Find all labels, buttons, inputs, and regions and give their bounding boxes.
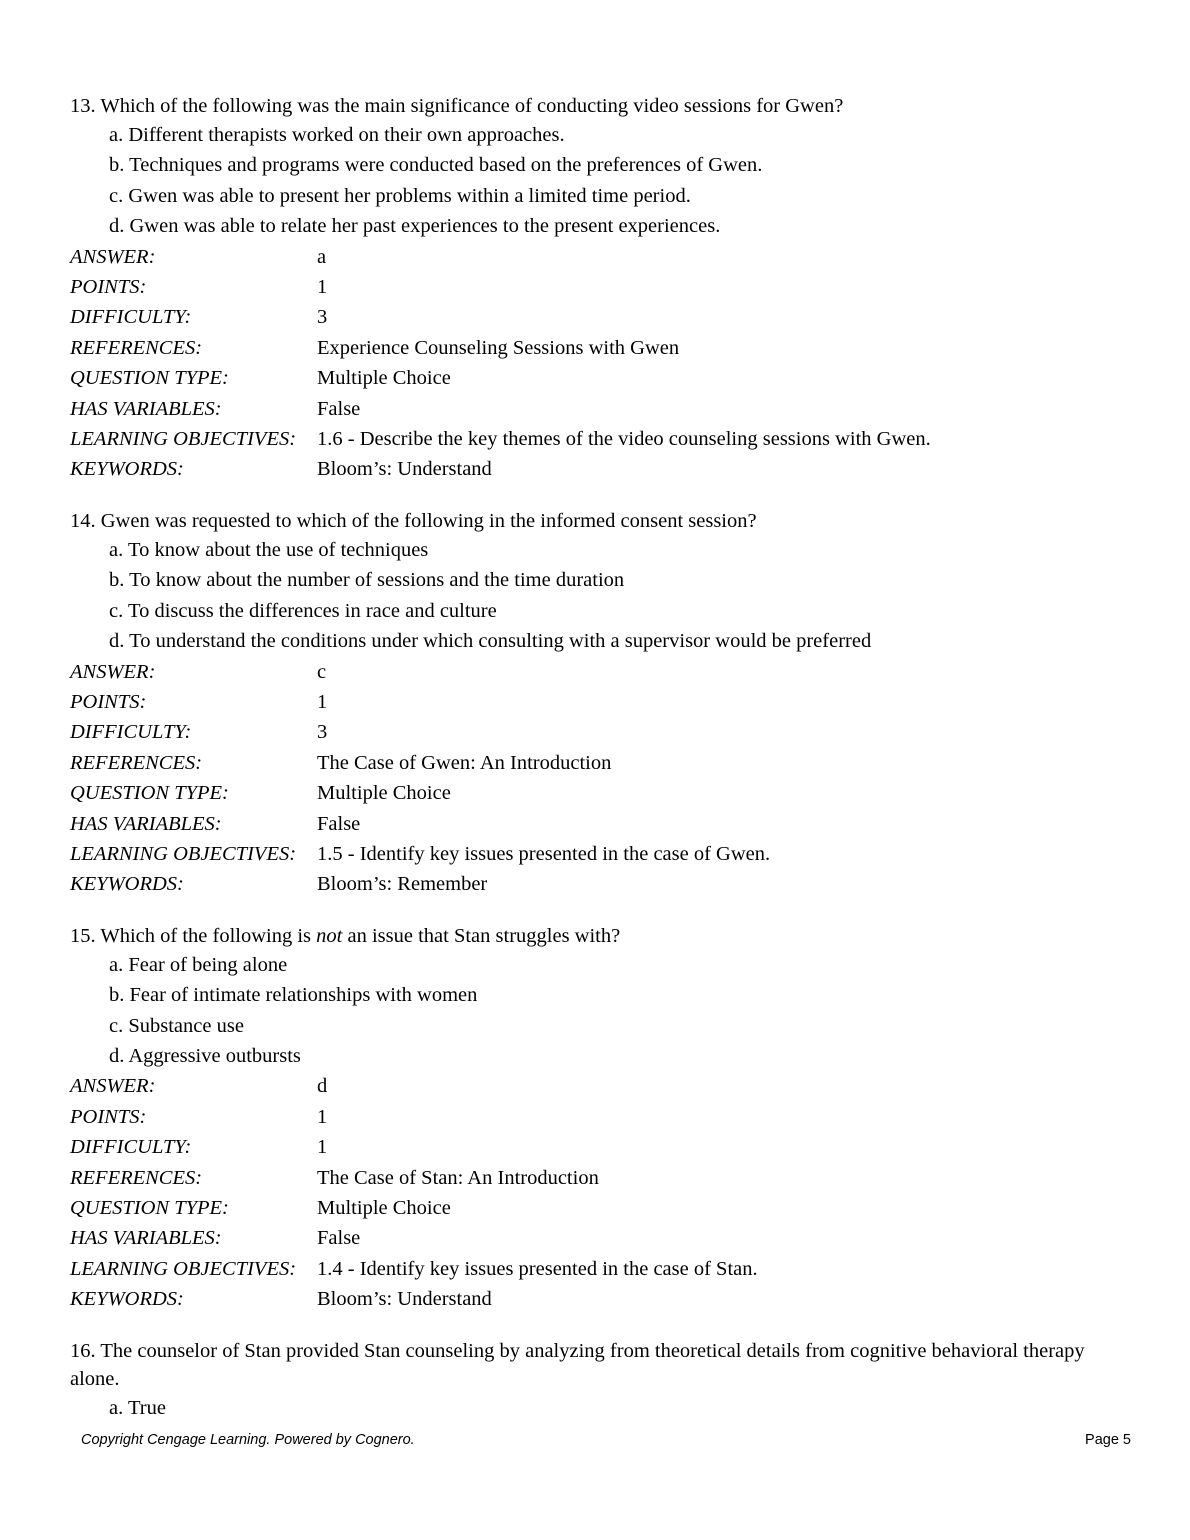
points-row xyxy=(70,687,1130,717)
option-a: a. Fear of being alone xyxy=(109,953,288,976)
references-row xyxy=(70,748,1130,778)
question-type-label: QUESTION TYPE: xyxy=(70,367,229,390)
references-label: REFERENCES: xyxy=(70,1166,203,1189)
option-c: c. Gwen was able to present her problems within a limited time period. xyxy=(109,184,691,207)
option-d: d. To understand the conditions under which consulting with a supervisor would be preferred xyxy=(109,630,872,653)
keywords-label: KEYWORDS: xyxy=(70,873,184,896)
references-row xyxy=(70,333,1130,363)
learning-objectives-row xyxy=(70,1254,1130,1284)
answer-value: a xyxy=(317,245,327,268)
references-value: The Case of Stan: An Introduction xyxy=(317,1166,599,1189)
answer-value: c xyxy=(317,660,327,683)
learning-objectives-value: 1.6 - Describe the key themes of the video counseling sessions with Gwen. xyxy=(317,428,931,451)
points-value: 1 xyxy=(317,1105,328,1128)
keywords-row xyxy=(70,454,1130,484)
points-value: 1 xyxy=(317,276,328,299)
answer-row xyxy=(70,242,1130,272)
points-row xyxy=(70,1102,1130,1132)
learning-objectives-label: LEARNING OBJECTIVES: xyxy=(70,1257,297,1280)
question-type-row xyxy=(70,1193,1130,1223)
references-label: REFERENCES: xyxy=(70,751,203,774)
keywords-value: Bloom’s: Remember xyxy=(317,873,488,896)
question-13 xyxy=(70,92,1130,485)
has-variables-label: HAS VARIABLES: xyxy=(70,1227,222,1250)
option-a: a. Different therapists worked on their own approaches. xyxy=(109,124,565,146)
difficulty-value: 3 xyxy=(317,306,328,329)
difficulty-row xyxy=(70,1132,1130,1162)
question-text: 14. Gwen was requested to which of the following in the informed consent session? xyxy=(70,509,757,532)
question-text-emphasis: not xyxy=(316,924,343,947)
question-type-label: QUESTION TYPE: xyxy=(70,1197,229,1219)
points-row xyxy=(70,272,1130,302)
question-type-value: Multiple Choice xyxy=(317,367,451,390)
keywords-label: KEYWORDS: xyxy=(70,458,184,481)
option-a: a. True xyxy=(109,1396,166,1419)
learning-objectives-value: 1.4 - Identify key issues presented in the case of Stan. xyxy=(317,1257,758,1280)
difficulty-row xyxy=(70,717,1130,747)
points-label: POINTS: xyxy=(70,690,147,713)
references-value: Experience Counseling Sessions with Gwen xyxy=(317,336,680,359)
answer-label: ANSWER: xyxy=(70,245,156,268)
page-footer xyxy=(81,1432,1131,1448)
answer-label: ANSWER: xyxy=(70,1075,156,1098)
keywords-value: Bloom’s: Understand xyxy=(317,1288,492,1311)
references-label: REFERENCES: xyxy=(70,336,203,359)
question-page xyxy=(70,92,1130,1445)
answer-row xyxy=(70,657,1130,687)
learning-objectives-row xyxy=(70,839,1130,869)
question-text-start: 15. Which of the following is xyxy=(70,924,317,947)
keywords-row xyxy=(70,1284,1130,1314)
question-15 xyxy=(70,922,1130,1315)
option-b: b. To know about the number of sessions and the time duration xyxy=(109,569,625,592)
references-value: The Case of Gwen: An Introduction xyxy=(317,751,612,774)
question-text: 16. The counselor of Stan provided Stan counseling by analyzing from theoretical details from cognitive behavioral therapy alone. xyxy=(70,1339,1085,1390)
question-type-value: Multiple Choice xyxy=(317,782,451,805)
question-type-label: QUESTION TYPE: xyxy=(70,782,229,805)
question-text-end: an issue that Stan struggles with? xyxy=(342,924,621,947)
points-label: POINTS: xyxy=(70,1105,147,1128)
answer-label: ANSWER: xyxy=(70,660,156,683)
learning-objectives-label: LEARNING OBJECTIVES: xyxy=(70,428,297,451)
has-variables-label: HAS VARIABLES: xyxy=(70,397,222,420)
answer-row xyxy=(70,1071,1130,1101)
has-variables-label: HAS VARIABLES: xyxy=(70,812,222,835)
option-b: b. Techniques and programs were conducted based on the preferences of Gwen. xyxy=(109,154,763,177)
question-type-row xyxy=(70,363,1130,393)
difficulty-label: DIFFICULTY: xyxy=(70,306,192,329)
difficulty-value: 3 xyxy=(317,721,328,744)
learning-objectives-value: 1.5 - Identify key issues presented in the case of Gwen. xyxy=(317,842,771,865)
has-variables-row xyxy=(70,809,1130,839)
has-variables-value: False xyxy=(317,812,361,835)
option-c: c. To discuss the differences in race and culture xyxy=(109,599,497,622)
has-variables-row xyxy=(70,394,1130,424)
option-c: c. Substance use xyxy=(109,1014,244,1037)
option-a: a. To know about the use of techniques xyxy=(109,538,429,561)
references-row xyxy=(70,1163,1130,1193)
question-type-row xyxy=(70,778,1130,808)
question-16 xyxy=(70,1337,1130,1423)
keywords-value: Bloom’s: Understand xyxy=(317,458,492,481)
question-type-value: Multiple Choice xyxy=(317,1197,451,1219)
keywords-row xyxy=(70,869,1130,899)
has-variables-row xyxy=(70,1223,1130,1253)
question-text: 13. Which of the following was the main significance of conducting video sessions for Gwen? xyxy=(70,95,844,117)
option-d: d. Gwen was able to relate her past experiences to the present experiences. xyxy=(109,215,721,238)
points-label: POINTS: xyxy=(70,276,147,299)
keywords-label: KEYWORDS: xyxy=(70,1288,184,1311)
difficulty-label: DIFFICULTY: xyxy=(70,1136,192,1159)
has-variables-value: False xyxy=(317,1227,361,1250)
difficulty-row xyxy=(70,302,1130,332)
question-14 xyxy=(70,507,1130,900)
question-text xyxy=(70,922,1130,950)
difficulty-label: DIFFICULTY: xyxy=(70,721,192,744)
difficulty-value: 1 xyxy=(317,1136,328,1159)
copyright-notice: Copyright Cengage Learning. Powered by Cognero. xyxy=(81,1432,415,1448)
learning-objectives-label: LEARNING OBJECTIVES: xyxy=(70,842,297,865)
answer-value: d xyxy=(317,1075,328,1098)
has-variables-value: False xyxy=(317,397,361,420)
page-number: Page 5 xyxy=(1085,1432,1131,1448)
option-d: d. Aggressive outbursts xyxy=(109,1044,301,1067)
option-b: b. Fear of intimate relationships with women xyxy=(109,984,478,1007)
learning-objectives-row xyxy=(70,424,1130,454)
points-value: 1 xyxy=(317,690,328,713)
